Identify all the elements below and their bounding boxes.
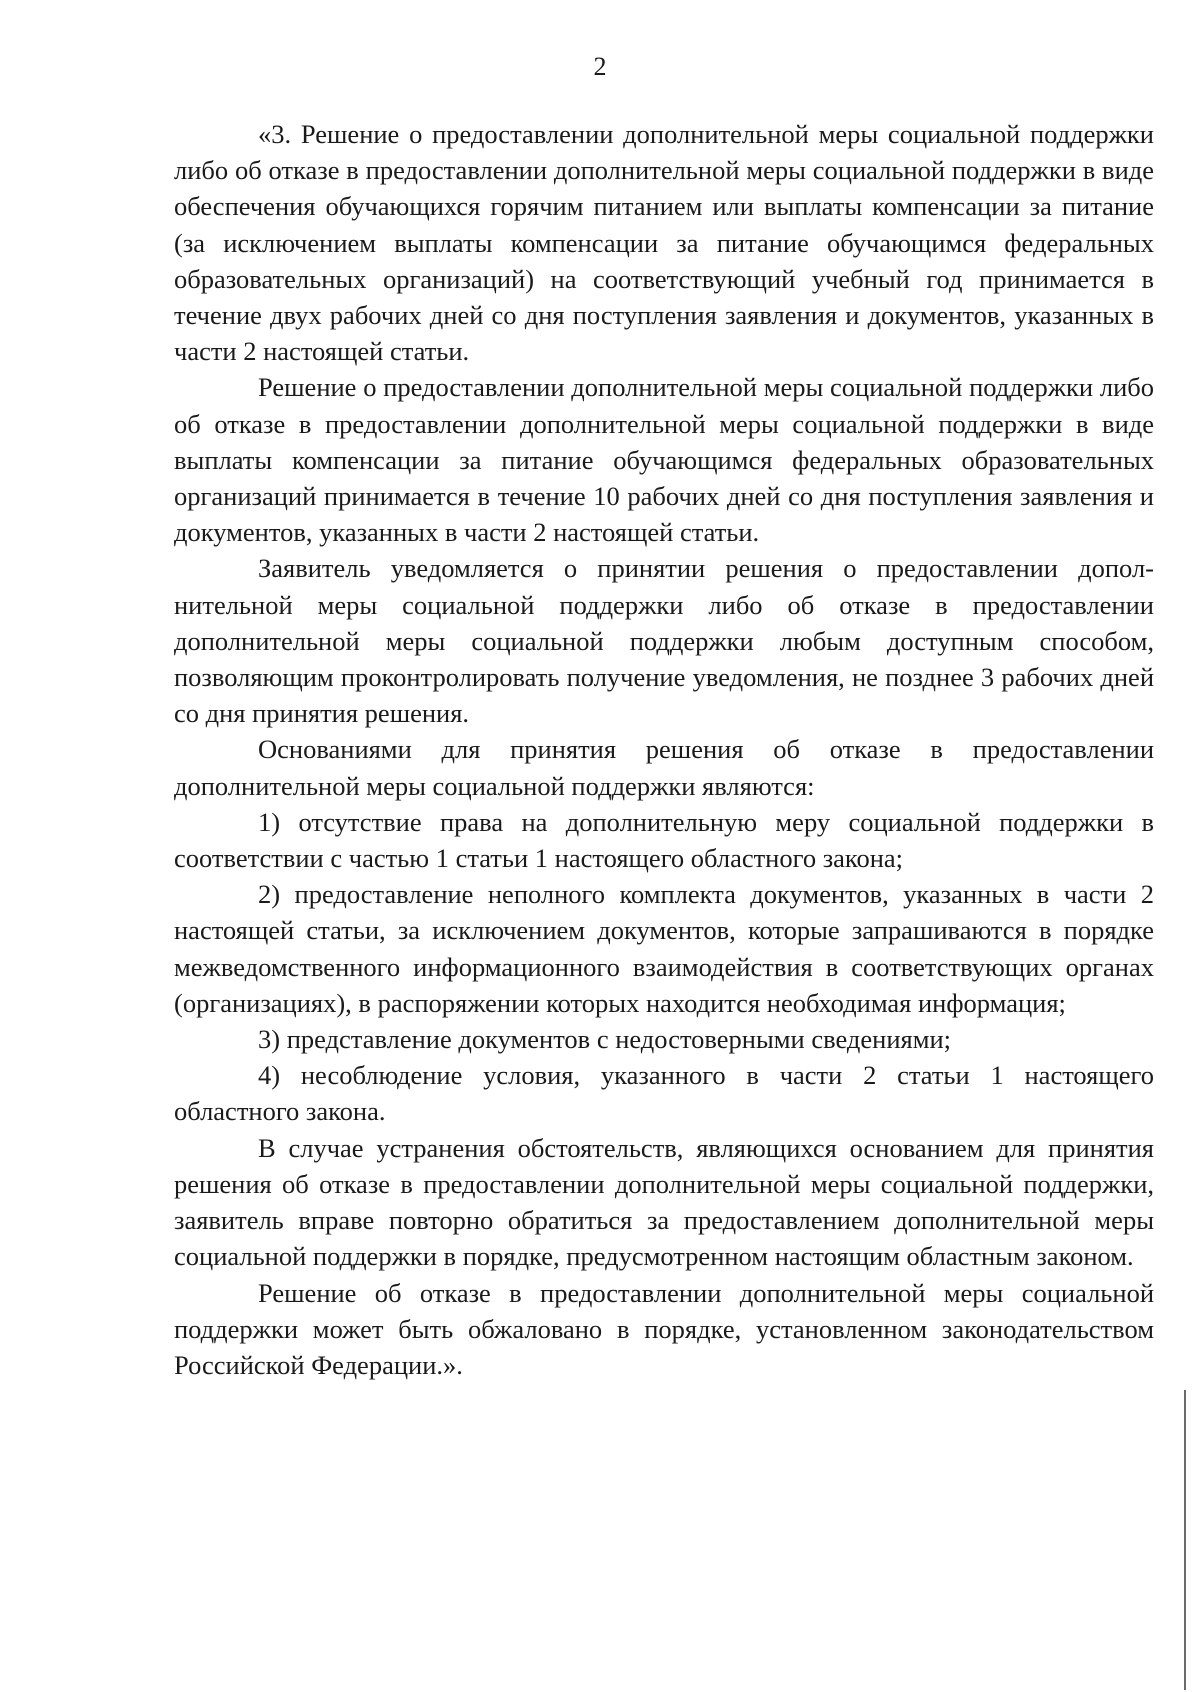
document-body xyxy=(174,116,1154,1383)
paragraph-appeal: Решение об отказе в предоставлении дополнительной меры социальной поддержки может быть обжаловано в порядке, установленном законодательством Российской Федерации.». xyxy=(174,1277,1154,1380)
paragraph-decision-timing: «3. Решение о предоставлении дополнительной меры социальной поддержки либо об отказе в предоставлении дополнительной меры социальной поддержки в виде обеспечения обучающихся горячим питанием или выплаты компенсации за питание (за исключением выплаты компенсации за питание обучающимся федеральных образовательных организаций) на соответствующий учебный год принимается в течение двух рабочих дней со дня поступления заявления и документов, указанных в части 2 настоящей статьи. xyxy=(174,119,1154,367)
list-item-3: 3) представление документов с недостоверными сведениями; xyxy=(258,1024,952,1055)
paragraph-applicant-notification: Заявитель уведомляется о принятии решения о предоставлении дополнительной меры социальной поддержки либо об отказе в предоставлении дополнительной меры социальной поддержки любым доступным способом, позволяющим проконтролировать получение уведомления, не позднее 3 рабочих дней со дня принятия решения. xyxy=(174,553,1154,729)
list-item-4: 4) несоблюдение условия, указанного в части 2 статьи 1 настоящего областного закона. xyxy=(174,1060,1154,1127)
page-number: 2 xyxy=(593,52,607,81)
paragraph-reapplication: В случае устранения обстоятельств, являющихся основанием для принятия решения об отказе в предоставлении дополнительной меры социальной поддержки, заявитель вправе повторно обратиться за предоставлением дополнительной меры социальной поддержки в порядке, предусмотренном настоящим областным законом. xyxy=(174,1132,1154,1272)
list-item-1: 1) отсутствие права на дополнительную меру социальной поддержки в соответствии с частью 1 статьи 1 настоящего областного закона; xyxy=(174,806,1154,874)
paragraph-federal-compensation: Решение о предоставлении дополнительной меры социальной поддержки либо об отказе в предоставлении дополнительной меры социальной поддержки в виде выплаты компенсации за питание обучающимся федеральных образовательных организаций принимается в течение 10 рабочих дней со дня поступления заявления и документов, указанных в части 2 настоящей статьи. xyxy=(174,372,1154,548)
scan-margin-line xyxy=(1184,1390,1186,1690)
list-item-2: 2) предоставление неполного комплекта документов, указанных в части 2 настоящей статьи, за исключением документов, которые запрашиваются в порядке межведомственного информационного взаимодействия в соответствующих органах (организациях), в распоряжении которых находится необходимая информация; xyxy=(174,879,1154,1018)
paragraph-refusal-grounds-intro: Основаниями для принятия решения об отказе в предоставлении дополнительной меры социальной поддержки являются: xyxy=(174,734,1154,801)
